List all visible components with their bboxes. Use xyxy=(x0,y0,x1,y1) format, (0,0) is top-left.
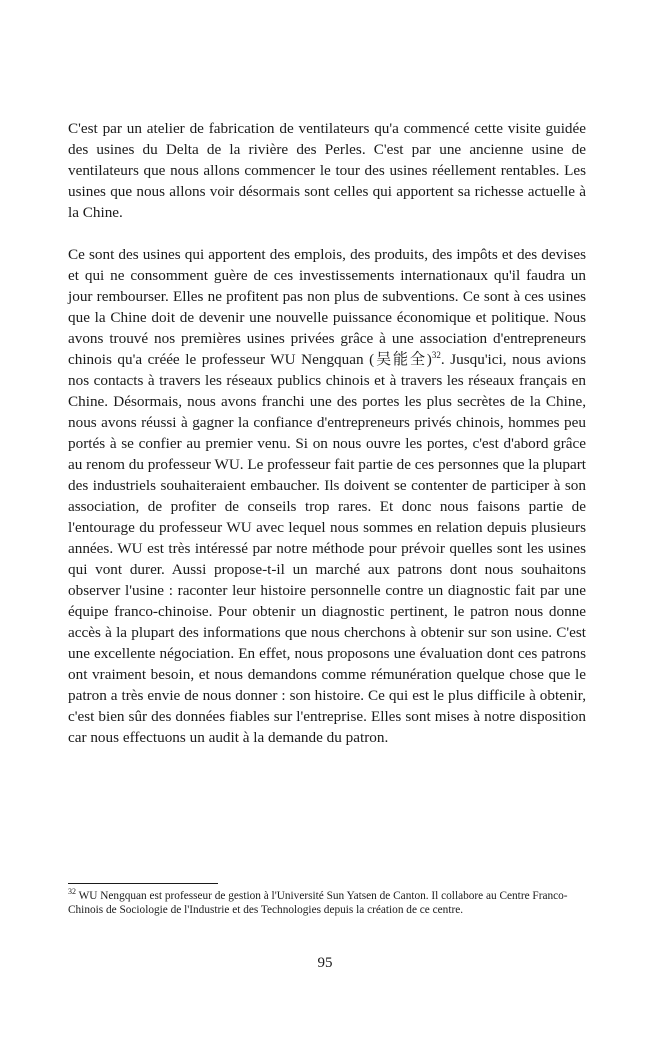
paragraph-2-text-end: . Jusqu'ici, nous avions nos contacts à travers les réseaux publics chinois et à travers les réseaux français en Chine. Désormais, nous avons franchi une des portes les plus secrètes de la Chine, nous avons réussi à gagner la confiance d'entrepreneurs privés chinois, hommes peu portés à se confier au premier venu. Si on nous ouvre les portes, c'est d'abord grâce au renom du professeur WU. Le professeur fait partie de ces personnes que la plupart des industriels souhaiteraient embaucher. Ils doivent se contenter de participer à son association, de profiter de conseils trop rares. Et donc nous faisons partie de l'entourage du professeur WU avec lequel nous sommes en relation depuis plusieurs années. WU est très intéressé par notre méthode pour prévoir quelles sont les usines qui vont durer. Aussi propose-t-il un marché aux patrons dont nous souhaitons observer l'usine : raconter leur histoire personnelle contre un diagnostic fait par une équipe franco-chinoise. Pour obtenir un diagnostic pertinent, le patron nous donne accès à la plupart des informations que nous cherchons à obtenir sur son usine. C'est une excellente négociation. En effet, nous proposons une évaluation dont ces patrons ont vraiment besoin, et nous demandons comme rémunération quelque chose que le patron a très envie de nous donner : son histoire. Ce qui est le plus difficile à obtenir, c'est bien sûr des données fiables sur l'entreprise. Elles sont mises à notre disposition car nous effectuons un audit à la demande du patron. xyxy=(68,351,587,746)
page-body xyxy=(68,118,586,748)
footnote-divider xyxy=(68,883,218,884)
footnote-reference-32[interactable]: 32 xyxy=(431,349,441,360)
paragraph-1: C'est par un atelier de fabrication de ventilateurs qu'a commencé cette visite guidée des usines du Delta de la rivière des Perles. C'est par une ancienne usine de ventilateurs que nous allons commencer le tour des usines réellement rentables. Les usines que nous allons voir désormais sont celles qui apportent sa richesse actuelle à la Chine. xyxy=(68,120,586,221)
paragraph-2 xyxy=(68,244,586,748)
footnote-number: 32 xyxy=(68,887,76,897)
footnote-32 xyxy=(68,887,586,917)
paragraph-2-text-start: Ce sont des usines qui apportent des emplois, des produits, des impôts et des devises et qui ne consomment guère de ces investissements internationaux qu'il faudra un jour rembourser. Elles ne profitent pas non plus de subventions. Ce sont à ces usines que la Chine doit de devenir une nouvelle puissance économique et politique. Nous avons trouvé nos premières usines privées grâce à une association d'entrepreneurs chinois qu'a créée le professeur WU Nengquan (吴能全) xyxy=(68,246,586,368)
page-number: 95 xyxy=(317,955,333,971)
footnote-text: WU Nengquan est professeur de gestion à l'Université Sun Yatsen de Canton. Il collabore au Centre Franco-Chinois de Sociologie de l'Industrie et des Technologies depuis la création de ce centre. xyxy=(68,890,568,916)
